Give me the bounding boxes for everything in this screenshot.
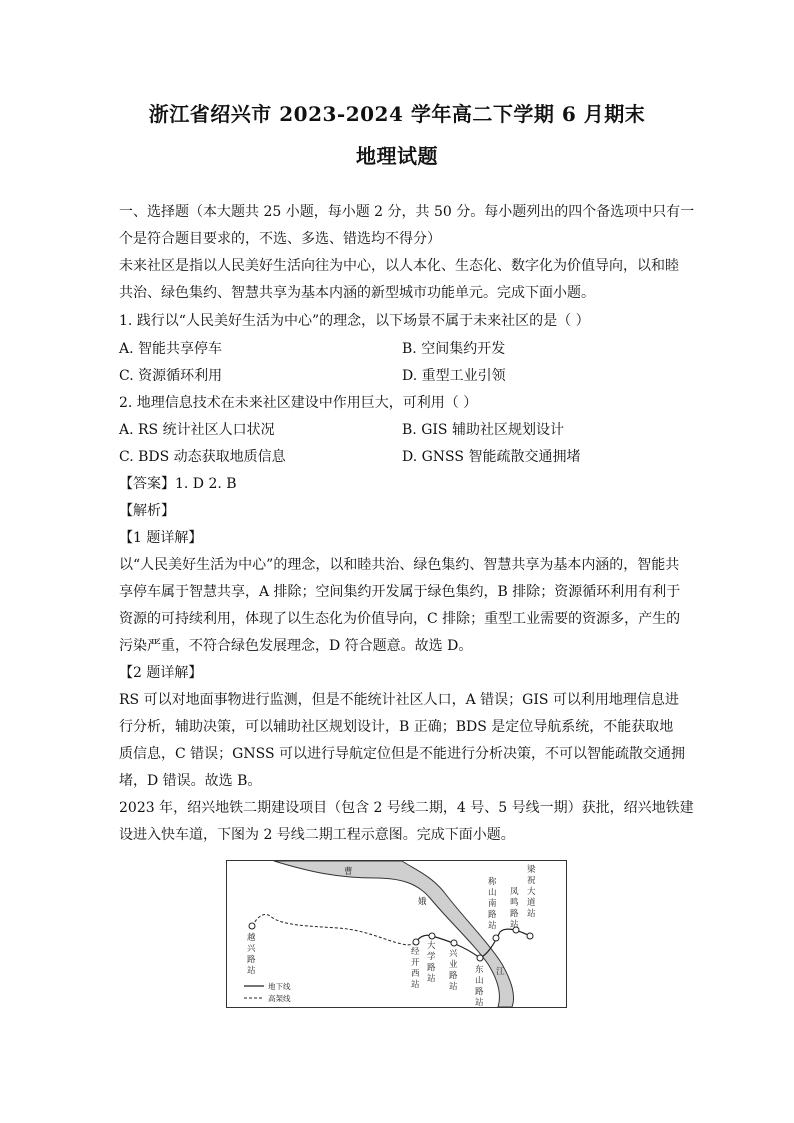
station-label-text: 经开西站: [411, 947, 420, 990]
q2-option-b: B. GIS 辅助社区规划设计: [402, 422, 564, 438]
detail-1-text: 污染严重，不符合绿色发展理念，D 符合题意。故选 D。: [119, 638, 473, 654]
exam-subject: 地理试题: [356, 144, 438, 168]
q1-option-a: A. 智能共享停车: [119, 341, 223, 357]
question-1-stem: 1. 践行以“人民美好生活为中心”的理念，以下场景不属于未来社区的是（ ）: [119, 313, 590, 329]
passage-text: 共治、绿色集约、智慧共享为基本内涵的新型城市功能单元。完成下面小题。: [119, 285, 595, 301]
q2-option-a: A. RS 统计社区人口状况: [119, 422, 275, 438]
metro-line-map: [226, 860, 567, 1008]
station-label-text: 梁祝大道站: [527, 865, 536, 919]
metro-map-svg: [226, 860, 567, 1008]
passage-2-text: 2023 年，绍兴地铁二期建设项目（包含 2 号线二期，4 号、5 号线一期）获批，绍兴地铁建: [119, 800, 694, 816]
station-label-text: 大学路站: [427, 941, 436, 984]
detail-2-heading: 【2 题详解】: [119, 665, 203, 681]
detail-1-text: 享停车属于智慧共享，A 排除；空间集约开发属于绿色集约，B 排除；资源循环利用有利于: [119, 584, 681, 600]
river-char-3: 江: [496, 967, 505, 977]
station-marker-yuexing: [249, 923, 255, 929]
detail-2-text: 质信息，C 错误；GNSS 可以进行导航定位但是不能进行分析决策，不可以智能疏散交通拥: [119, 746, 685, 762]
passage-text: 未来社区是指以人民美好生活向往为中心，以人本化、生态化、数字化为价值导向，以和睦: [119, 258, 679, 274]
station-label-liangzhu: [527, 864, 536, 919]
passage-2-text: 设进入快车道，下图为 2 号线二期工程示意图。完成下面小题。: [119, 827, 515, 843]
analysis-heading: 【解析】: [119, 503, 175, 519]
answer-key: 【答案】1. D 2. B: [119, 476, 237, 492]
exam-title: 浙江省绍兴市 2023-2024 学年高二下学期 6 月期末: [148, 102, 646, 126]
station-marker-daxue: [429, 933, 435, 939]
q2-option-d: D. GNSS 智能疏散交通拥堵: [402, 449, 581, 465]
q2-option-c: C. BDS 动态获取地质信息: [119, 449, 286, 465]
q1-option-b: B. 空间集约开发: [402, 341, 506, 357]
station-label-text: 东山路站: [475, 965, 484, 1008]
station-marker-jingkai-xi: [413, 939, 419, 945]
river-char-1: 曹: [344, 867, 353, 877]
detail-2-text: 行分析，辅助决策，可以辅助社区规划设计，B 正确；BDS 是定位导航系统，不能获取地: [119, 719, 674, 735]
station-marker-xingye: [451, 940, 457, 946]
station-label-fengming: [510, 887, 519, 930]
q1-option-d: D. 重型工业引领: [402, 368, 506, 384]
station-marker-liangzhu: [527, 933, 533, 939]
question-2-stem: 2. 地理信息技术在未来社区建设中作用巨大，可利用（ ）: [119, 395, 478, 411]
station-marker-chengshan-nan: [493, 935, 499, 941]
detail-1-text: 以“人民美好生活为中心”的理念，以和睦共治、绿色集约、智慧共享为基本内涵的，智能共: [119, 557, 680, 573]
station-marker-dongshan: [477, 955, 483, 961]
detail-1-heading: 【1 题详解】: [119, 530, 203, 546]
q1-option-c: C. 资源循环利用: [119, 368, 223, 384]
legend-underground-label: 地下线: [268, 982, 291, 991]
detail-1-text: 资源的可持续利用，体现了以生态化为价值导向，C 排除；重型工业需要的资源多，产生的: [119, 611, 681, 627]
river-char-2: 娥: [418, 897, 427, 907]
station-label-text: 凤鸣路站: [510, 887, 519, 930]
station-label-jingkai-xi: [411, 947, 420, 990]
station-label-chengshan-nan: [488, 877, 497, 931]
station-label-text: 越兴路站: [247, 933, 256, 976]
station-label-xingye: [449, 949, 458, 992]
section-instructions: 一、选择题（本大题共 25 小题，每小题 2 分，共 50 分。每小题列出的四个备选项中只有一: [119, 204, 695, 220]
section-instructions-cont: 个是符合题目要求的，不选、多选、错选均不得分）: [119, 231, 441, 247]
detail-2-text: 堵，D 错误。故选 B。: [119, 773, 262, 789]
station-label-text: 称山南路站: [488, 877, 497, 931]
station-label-text: 兴业路站: [449, 949, 458, 992]
detail-2-text: RS 可以对地面事物进行监测，但是不能统计社区人口，A 错误；GIS 可以利用地理信息进: [119, 692, 679, 708]
legend-elevated-label: 高架线: [268, 994, 291, 1003]
